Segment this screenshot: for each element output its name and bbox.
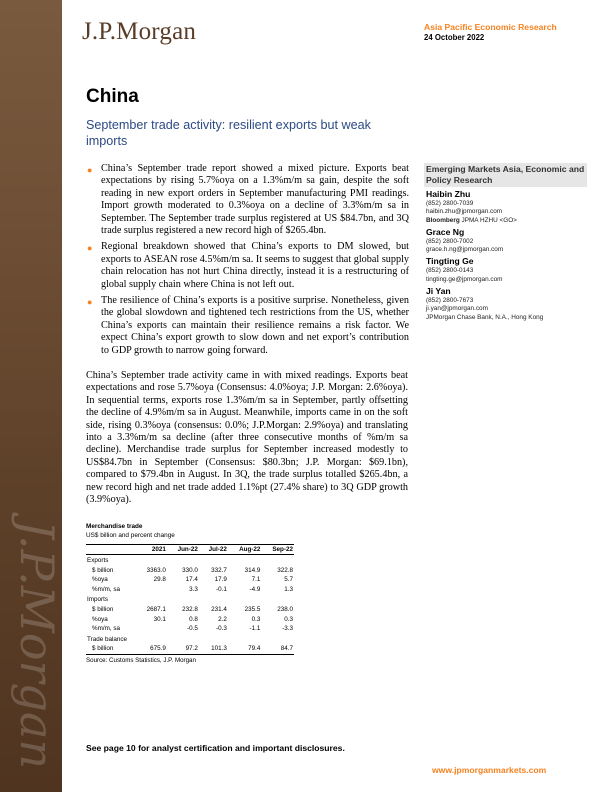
analyst-contact [424, 189, 587, 225]
table-row [86, 566, 294, 576]
page-title: China [86, 86, 139, 107]
table-cell: -0.3 [216, 625, 227, 633]
merchandise-trade-table [86, 544, 294, 655]
table-cell: 2.2 [218, 615, 227, 623]
bullet-dot-icon: ● [87, 165, 93, 175]
table-cell [136, 624, 167, 634]
bullet-dot-icon: ● [87, 243, 93, 254]
table-header-row [86, 545, 294, 555]
row-label: $ billion [92, 605, 114, 613]
analyst-phone: (852) 2800-7039 [426, 200, 474, 207]
analyst-contact [424, 227, 587, 255]
table-cell: -4.9 [249, 585, 261, 593]
table-cell: 235.5 [244, 605, 261, 613]
table-cell: -3.3 [282, 625, 293, 633]
table-row [86, 624, 294, 634]
page-subtitle: September trade activity: resilient exports but weak imports [86, 118, 371, 148]
footer-website-link[interactable]: www.jpmorganmarkets.com [432, 765, 547, 775]
brand-sidebar [0, 0, 62, 792]
analyst-panel-heading: Emerging Markets Asia, Economic and Policy Research [424, 163, 587, 187]
analyst-firm: JPMorgan Chase Bank, N.A., Hong Kong [426, 313, 544, 321]
analyst-contact [424, 256, 587, 284]
table-cell: 0.3 [284, 615, 293, 623]
table-section-row [86, 555, 294, 566]
table-cell: 79.4 [228, 644, 262, 654]
table-cell: 29.8 [153, 576, 166, 584]
table-cell: 84.7 [261, 644, 294, 654]
analyst-panel [424, 163, 587, 322]
table-cell: -0.5 [187, 625, 198, 633]
table-row [86, 585, 294, 595]
report-date: 24 October 2022 [424, 33, 485, 42]
bloomberg-ticker: JPMA HZHU <GO> [461, 216, 517, 224]
table-cell: 101.3 [199, 644, 228, 654]
table-header-cell: Sep-22 [261, 545, 294, 555]
table-cell: 0.8 [189, 615, 198, 623]
report-type: Asia Pacific Economic Research [424, 22, 557, 32]
table-cell: 332.7 [211, 566, 227, 574]
table-cell: 1.3 [284, 585, 293, 593]
bullet-text: The resilience of China’s exports is a positive surprise. Nonetheless, given the global slowdown and tightened tech restrictions from the US, whether China’s exports can maintain their resilience remains a risk factor. We expect China’s export growth to slow down and net export’s contribution to GDP growth to narrow going forward. [101, 295, 409, 356]
table-cell: 232.8 [182, 605, 198, 613]
table-section-row [86, 634, 294, 645]
analyst-email[interactable]: haibin.zhu@jpmorgan.com [426, 208, 503, 216]
table-cell: 17.4 [185, 576, 198, 584]
bullet-text: Regional breakdown showed that China’s exports to DM slowed, but exports to ASEAN rose 4.5%m/m sa. It seems to suggest that global supply chain relocation has not hurt China directly, instead it is a restructuring of global supply chain where China is not left out. [101, 241, 409, 290]
analyst-name: Ji Yan [426, 286, 451, 297]
summary-bullet [86, 163, 409, 237]
table-source: Source: Customs Statistics, J.P. Morgan [86, 656, 196, 664]
analyst-phone: (852) 2800-0143 [426, 267, 474, 275]
analyst-name: Haibin Zhu [426, 189, 471, 199]
bloomberg-label: Bloomberg [426, 216, 460, 224]
analyst-contact [424, 286, 587, 322]
summary-bullets [86, 163, 409, 361]
table-subtitle: US$ billion and percent change [86, 532, 175, 539]
merchandise-trade-table-block [86, 522, 294, 665]
table-cell: -0.1 [216, 585, 227, 593]
table-cell: 5.7 [284, 576, 293, 584]
table-section-row [86, 594, 294, 605]
summary-bullet [86, 241, 409, 291]
table-title: Merchandise trade [86, 523, 143, 530]
jpmorgan-logo: J.P.Morgan [82, 18, 197, 45]
table-cell: 238.0 [277, 605, 293, 613]
row-label: $ billion [92, 566, 114, 574]
summary-bullet [86, 295, 409, 357]
section-label: Exports [87, 557, 109, 564]
analyst-email[interactable]: ji.yan@jpmorgan.com [426, 305, 488, 313]
table-cell: 0.3 [251, 615, 261, 623]
table-header-cell [86, 545, 136, 555]
table-cell: 7.1 [251, 576, 261, 584]
table-cell: 17.9 [214, 576, 227, 584]
analyst-name: Tingting Ge [426, 256, 474, 267]
row-label: %m/m, sa [92, 625, 120, 633]
table-row [86, 605, 294, 615]
row-label: %m/m, sa [92, 585, 120, 593]
table-header-cell: Jun-22 [167, 545, 199, 555]
analyst-phone: (852) 2800-7002 [426, 237, 474, 245]
table-row [86, 575, 294, 585]
table-cell: -1.1 [249, 625, 261, 633]
table-cell: 3363.0 [146, 566, 166, 574]
analyst-email[interactable]: grace.h.ng@jpmorgan.com [426, 246, 504, 254]
table-cell: 330.0 [182, 566, 198, 574]
table-header-cell: Aug-22 [228, 545, 262, 555]
table-cell: 231.4 [211, 605, 227, 613]
table-cell: 322.8 [277, 566, 293, 574]
analyst-bloomberg [426, 217, 587, 225]
table-cell: 314.9 [244, 566, 261, 574]
watermark-logo: J.P.Morgan [10, 520, 64, 770]
disclosure-note: See page 10 for analyst certification and important disclosures. [86, 743, 345, 753]
section-label: Trade balance [87, 635, 128, 643]
analyst-email[interactable]: tingting.ge@jpmorgan.com [426, 275, 503, 283]
row-label: %oya [92, 576, 108, 584]
row-label: $ billion [86, 644, 136, 654]
analyst-name: Grace Ng [426, 226, 465, 237]
bullet-text: China’s September trade report showed a mixed picture. Exports beat expectations by rising 5.7%oya on a 1.3%m/m sa gain, despite the soft reading in new export orders in September manufacturing PMI readings. Import growth moderated to 0.3%oya on a decline of 3.3%m/m sa in September. The September trade surplus registered at US $84.7bn, and 3Q trade surplus registered a new record high of $265.4bn. [101, 163, 409, 237]
table-cell: 30.1 [153, 615, 166, 623]
body-paragraph: China’s September trade activity came in with mixed readings. Exports beat expectations and rose 5.7%oya (Consensus: 4.0%oya; J.P. Morgan: 2.6%oya). In sequential terms, exports rose 1.3%m/m sa in September, partly offsetting the decline of 4.9%m/m sa in August. Meanwhile, imports came in on the soft side, rising 0.3%oya (consensus: 0.0%; J.P.Morgan: 2.9%oya) and translating into a 3.3%m/m sa decline (after three consecutive months of %m/m sa decline). Merchandise trade surplus for September increased modestly to US$84.7bn in September (Consensus: $80.3bn; J.P. Morgan: $69.1bn), compared to $79.4bn in August. In 3Q, the trade surplus totalled $265.4bn, a new record high and net trade added 1.1%pt (27.4% share) to 3Q GDP growth (3.9%oya). [86, 370, 408, 506]
table-cell: 675.9 [136, 644, 167, 654]
table-cell: 97.2 [167, 644, 199, 654]
row-label: %oya [92, 615, 108, 623]
bullet-dot-icon: ● [87, 297, 93, 308]
analyst-phone: (852) 2800-7673 [426, 297, 474, 305]
table-cell: 2687.1 [146, 605, 166, 613]
table-row [86, 615, 294, 625]
table-header-cell: Jul-22 [199, 545, 228, 555]
table-row [86, 644, 294, 654]
table-header-cell: 2021 [136, 545, 167, 555]
table-cell [136, 585, 167, 595]
section-label: Imports [87, 596, 108, 604]
table-cell: 3.3 [189, 585, 198, 593]
